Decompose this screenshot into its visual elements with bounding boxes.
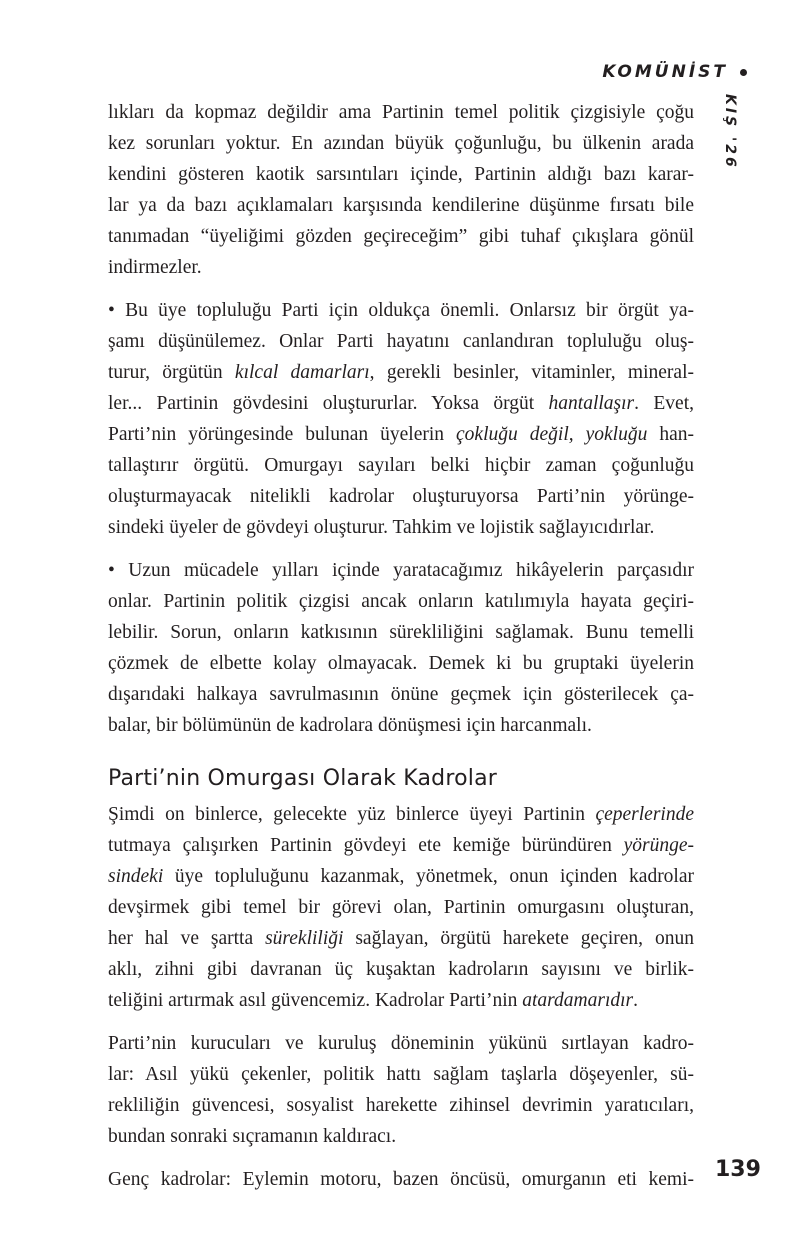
text-line: bundan sonraki sıçramanın kaldıracı. — [108, 1126, 397, 1147]
text-line: lar ya da bazı açıklamaları karşısında kendilerine düşünme fırsatı bile — [108, 195, 694, 216]
text-line: • Uzun mücadele yılları içinde yaratacağımız hikâyelerin parçasıdır — [108, 560, 694, 581]
text-line: Parti’nin kurucuları ve kuruluş döneminin yükünü sırtlayan kadro- — [108, 1033, 694, 1054]
body-text — [108, 97, 694, 741]
paragraph — [108, 1028, 694, 1152]
text-line — [108, 357, 694, 388]
section-heading: Parti’nin Omurgası Olarak Kadrolar — [108, 766, 498, 791]
text-run: Şimdi on binlerce, gelecekte yüz binlerce üyeyi Partinin — [108, 804, 596, 825]
text-line: tallaştırır örgütü. Omurgayı sayıları belki hiçbir zaman çoğunluğu — [108, 455, 694, 476]
text-line: devşirmek gibi temel bir görevi olan, Partinin omurgasını oluşturan, — [108, 897, 694, 918]
page-number: 139 — [715, 1157, 761, 1182]
running-head — [602, 62, 747, 82]
bullet-dot-icon — [740, 69, 747, 76]
text-line — [108, 861, 694, 892]
text-run: tutmaya çalışırken Partinin gövdeyi ete kemiğe büründüren — [108, 835, 624, 856]
paragraph — [108, 555, 694, 741]
paragraph — [108, 1164, 694, 1195]
text-run: . Evet, — [634, 393, 694, 414]
text-line: oluşturmayacak nitelikli kadrolar oluşturuyorsa Parti’nin yörünge- — [108, 486, 694, 507]
text-line — [108, 985, 694, 1016]
text-run: Parti’nin yörüngesinde bulunan üyelerin — [108, 424, 457, 445]
text-line: lebilir. Sorun, onların katkısının sürekliliğini sağlamak. Bunu temelli — [108, 622, 694, 643]
italic-run: çokluğu değil, yokluğu — [456, 424, 648, 445]
paragraph — [108, 799, 694, 1016]
section-body-text — [108, 799, 694, 1195]
text-line: indirmezler. — [108, 257, 202, 278]
text-line: onlar. Partinin politik çizgisi ancak onların katılımıyla hayata geçiri- — [108, 591, 694, 612]
page-content — [108, 97, 694, 1207]
text-run: han- — [647, 424, 694, 445]
text-line — [108, 388, 694, 419]
italic-run: atardamarıdır — [522, 990, 634, 1011]
text-line: aklı, zihni gibi davranan üç kuşaktan kadroların sayısını ve birlik- — [108, 959, 694, 980]
text-line: şamı düşünülemez. Onlar Parti hayatını canlandıran topluluğu oluş- — [108, 331, 694, 352]
text-line: • Bu üye topluluğu Parti için oldukça önemli. Onlarsız bir örgüt ya- — [108, 300, 694, 321]
text-run: turur, örgütün — [108, 362, 235, 383]
italic-run: sürekliliği — [265, 928, 344, 949]
text-line: tanımadan “üyeliğimi gözden geçireceğim” gibi tuhaf çıkışlara gönül — [108, 226, 694, 247]
text-line: rekliliğin güvencesi, sosyalist harekette zihinsel devrimin yaratıcıları, — [108, 1095, 694, 1116]
text-run: her hal ve şartta — [108, 928, 266, 949]
text-line: sindeki üyeler de gövdeyi oluşturur. Tahkim ve lojistik sağlayıcıdırlar. — [108, 517, 655, 538]
text-line — [108, 830, 694, 861]
text-run: sağlayan, örgütü harekete geçiren, onun — [343, 928, 694, 949]
text-line: balar, bir bölümünün de kadrolara dönüşmesi için harcanmalı. — [108, 715, 592, 736]
text-run: , gerekli besinler, vitaminler, mineral- — [369, 362, 694, 383]
italic-run: yörünge- — [623, 835, 694, 856]
text-run: ler... Partinin gövdesini oluştururlar. Yoksa örgüt — [108, 393, 549, 414]
text-line: lar: Asıl yükü çekenler, politik hattı sağlam taşlarla döşeyenler, sü- — [108, 1064, 694, 1085]
text-run: teliğini artırmak asıl güvencemiz. Kadrolar Parti’nin — [108, 990, 523, 1011]
italic-run: çeperlerinde — [595, 804, 694, 825]
text-line — [108, 799, 694, 830]
text-line: kez sorunları yoktur. En azından büyük çoğunluğu, bu ülkenin arada — [108, 133, 694, 154]
italic-run: kılcal damarları — [234, 362, 370, 383]
text-line: kendini gösteren kaotik sarsıntıları içinde, Partinin aldığı bazı karar- — [108, 164, 694, 185]
italic-run: hantallaşır — [548, 393, 635, 414]
text-line — [108, 419, 694, 450]
text-line: lıkları da kopmaz değildir ama Partinin temel politik çizgisiyle çoğu — [108, 102, 694, 123]
issue-label: KIŞ '26 — [722, 94, 738, 170]
paragraph — [108, 97, 694, 283]
paragraph — [108, 295, 694, 543]
italic-run: sindeki — [108, 866, 164, 887]
magazine-title: KOMÜNİST — [602, 62, 728, 82]
text-line: Genç kadrolar: Eylemin motoru, bazen öncüsü, omurganın eti kemi- — [108, 1169, 694, 1190]
text-run: üye topluluğunu kazanmak, yönetmek, onun içinden kadrolar — [163, 866, 694, 887]
text-line: dışarıdaki halkaya savrulmasının önüne geçmek için gösterilecek ça- — [108, 684, 694, 705]
text-line: çözmek de elbette kolay olmayacak. Demek ki bu gruptaki üyelerin — [108, 653, 694, 674]
text-line — [108, 923, 694, 954]
text-run: . — [633, 990, 639, 1011]
